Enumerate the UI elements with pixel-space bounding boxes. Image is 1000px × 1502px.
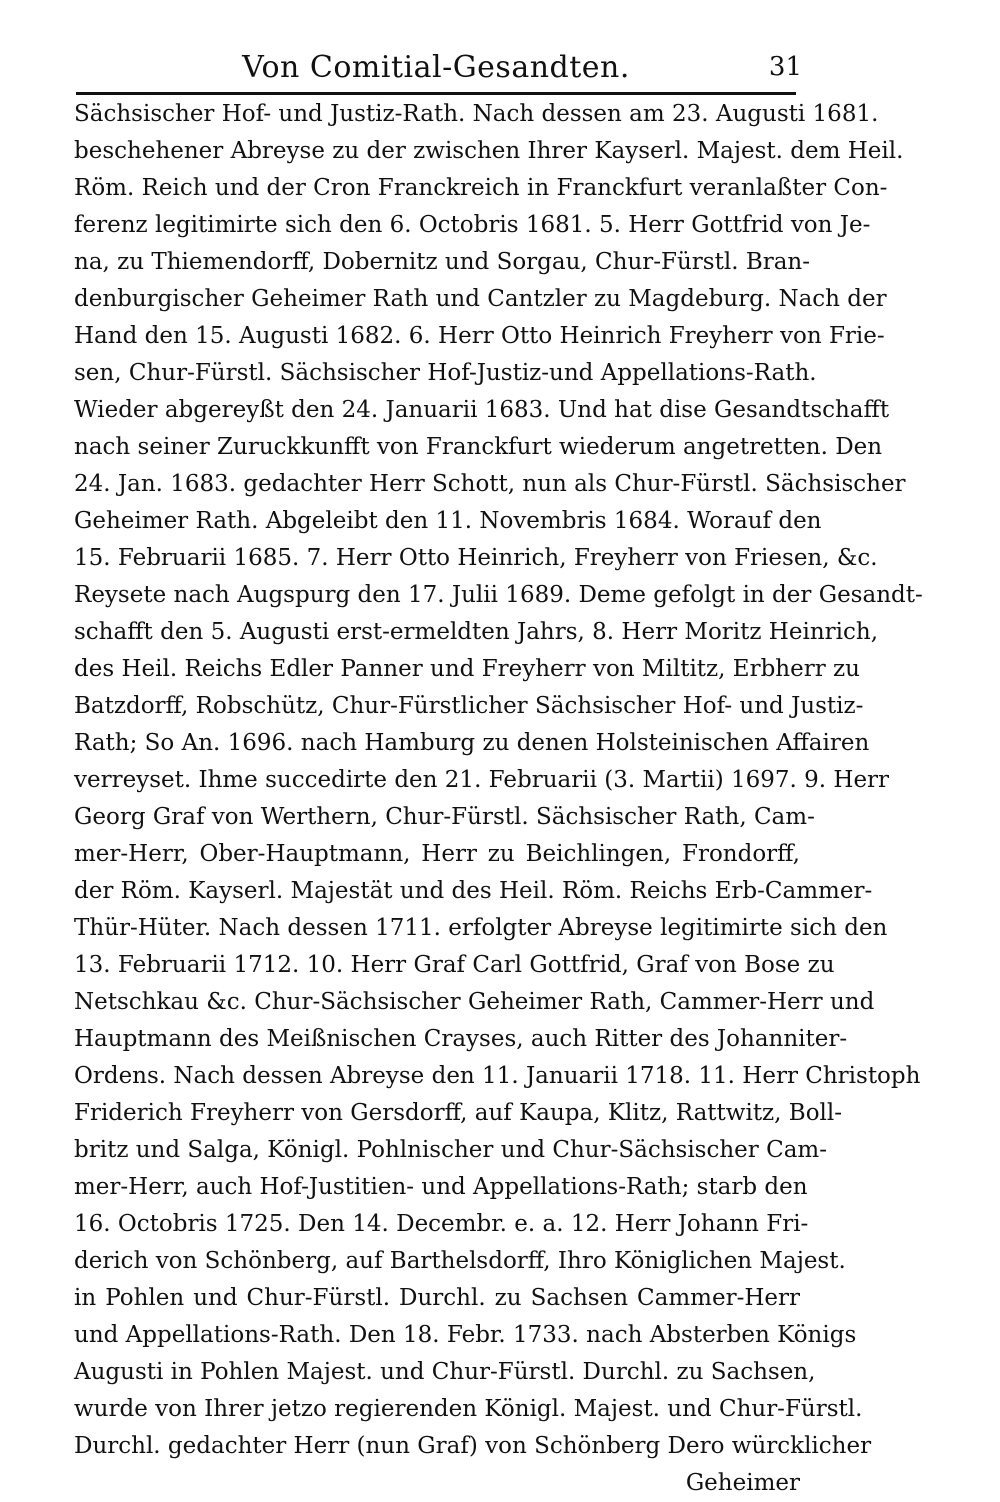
text-line: Wieder abgereyßt den 24. Januarii 1683. Und hat dise Gesandtschafft [74, 397, 890, 423]
running-head [76, 40, 802, 95]
text-line: derich von Schönberg, auf Barthelsdorff, Ihro Königlichen Majest. [74, 1248, 846, 1274]
text-line: schafft den 5. Augusti erst-ermeldten Jahrs, 8. Herr Moritz Heinrich, [74, 619, 879, 645]
page-number: 31 [768, 52, 802, 82]
text-line: 16. Octobris 1725. Den 14. Decembr. e. a. 12. Herr Johann Fri- [74, 1211, 809, 1237]
text-line: und Appellations-Rath. Den 18. Febr. 1733. nach Absterben Königs [74, 1322, 857, 1348]
catchword: Geheimer [685, 1470, 800, 1496]
text-line: nach seiner Zuruckkunfft von Franckfurt wiederum angetretten. Den [74, 434, 883, 460]
text-line: in Pohlen und Chur-Fürstl. Durchl. zu Sachsen Cammer-Herr [74, 1285, 800, 1311]
text-line: Hauptmann des Meißnischen Crayses, auch Ritter des Johanniter- [74, 1026, 848, 1052]
text-line: Augusti in Pohlen Majest. und Chur-Fürstl. Durchl. zu Sachsen, [74, 1359, 816, 1385]
text-line: Hand den 15. Augusti 1682. 6. Herr Otto Heinrich Freyherr von Frie- [74, 323, 885, 349]
text-line: 24. Jan. 1683. gedachter Herr Schott, nun als Chur-Fürstl. Sächsischer [74, 471, 906, 497]
text-line: na, zu Thiemendorff, Dobernitz und Sorgau, Chur-Fürstl. Bran- [74, 249, 811, 275]
text-line: Batzdorff, Robschütz, Chur-Fürstlicher Sächsischer Hof- und Justiz- [74, 693, 864, 719]
text-line: Sächsischer Hof- und Justiz-Rath. Nach dessen am 23. Augusti 1681. [74, 101, 879, 127]
text-line: Geheimer Rath. Abgeleibt den 11. Novembris 1684. Worauf den [74, 508, 822, 534]
text-line: mer-Herr, Ober-Hauptmann, Herr zu Beichlingen, Frondorff, [74, 841, 800, 867]
text-line: Ordens. Nach dessen Abreyse den 11. Januarii 1718. 11. Herr Christoph [74, 1063, 921, 1089]
text-line: Georg Graf von Werthern, Chur-Fürstl. Sächsischer Rath, Cam- [74, 804, 815, 830]
text-line: Thür-Hüter. Nach dessen 1711. erfolgter Abreyse legitimirte sich den [74, 915, 888, 941]
text-line: Rath; So An. 1696. nach Hamburg zu denen Holsteinischen Affairen [74, 730, 870, 756]
text-line: ferenz legitimirte sich den 6. Octobris 1681. 5. Herr Gottfrid von Je- [74, 212, 871, 238]
text-line: Friderich Freyherr von Gersdorff, auf Kaupa, Klitz, Rattwitz, Boll- [74, 1100, 843, 1126]
page-header-title: Von Comitial-Gesandten. [242, 50, 630, 85]
text-line: 15. Februarii 1685. 7. Herr Otto Heinrich, Freyherr von Friesen, &c. [74, 545, 878, 571]
text-line: britz und Salga, Königl. Pohlnischer und Chur-Sächsischer Cam- [74, 1137, 827, 1163]
text-line: Durchl. gedachter Herr (nun Graf) von Schönberg Dero würcklicher [74, 1433, 872, 1459]
text-line: verreyset. Ihme succedirte den 21. Februarii (3. Martii) 1697. 9. Herr [74, 767, 890, 793]
text-line: Reysete nach Augspurg den 17. Julii 1689. Deme gefolgt in der Gesandt- [74, 582, 923, 608]
body-text [74, 96, 923, 1502]
text-line: Röm. Reich und der Cron Franckreich in Franckfurt veranlaßter Con- [74, 175, 888, 201]
text-line: der Röm. Kayserl. Majestät und des Heil. Röm. Reichs Erb-Cammer- [74, 878, 873, 904]
text-line: 13. Februarii 1712. 10. Herr Graf Carl Gottfrid, Graf von Bose zu [74, 952, 835, 978]
text-line: beschehener Abreyse zu der zwischen Ihrer Kayserl. Majest. dem Heil. [74, 138, 904, 164]
text-line: wurde von Ihrer jetzo regierenden Königl. Majest. und Chur-Fürstl. [74, 1396, 863, 1422]
text-line: denburgischer Geheimer Rath und Cantzler zu Magdeburg. Nach der [74, 286, 887, 312]
text-line: Netschkau &c. Chur-Sächsischer Geheimer Rath, Cammer-Herr und [74, 989, 875, 1015]
text-line: mer-Herr, auch Hof-Justitien- und Appellations-Rath; starb den [74, 1174, 808, 1200]
text-line: sen, Chur-Fürstl. Sächsischer Hof-Justiz-und Appellations-Rath. [74, 360, 817, 386]
text-line: des Heil. Reichs Edler Panner und Freyherr von Miltitz, Erbherr zu [74, 656, 860, 682]
